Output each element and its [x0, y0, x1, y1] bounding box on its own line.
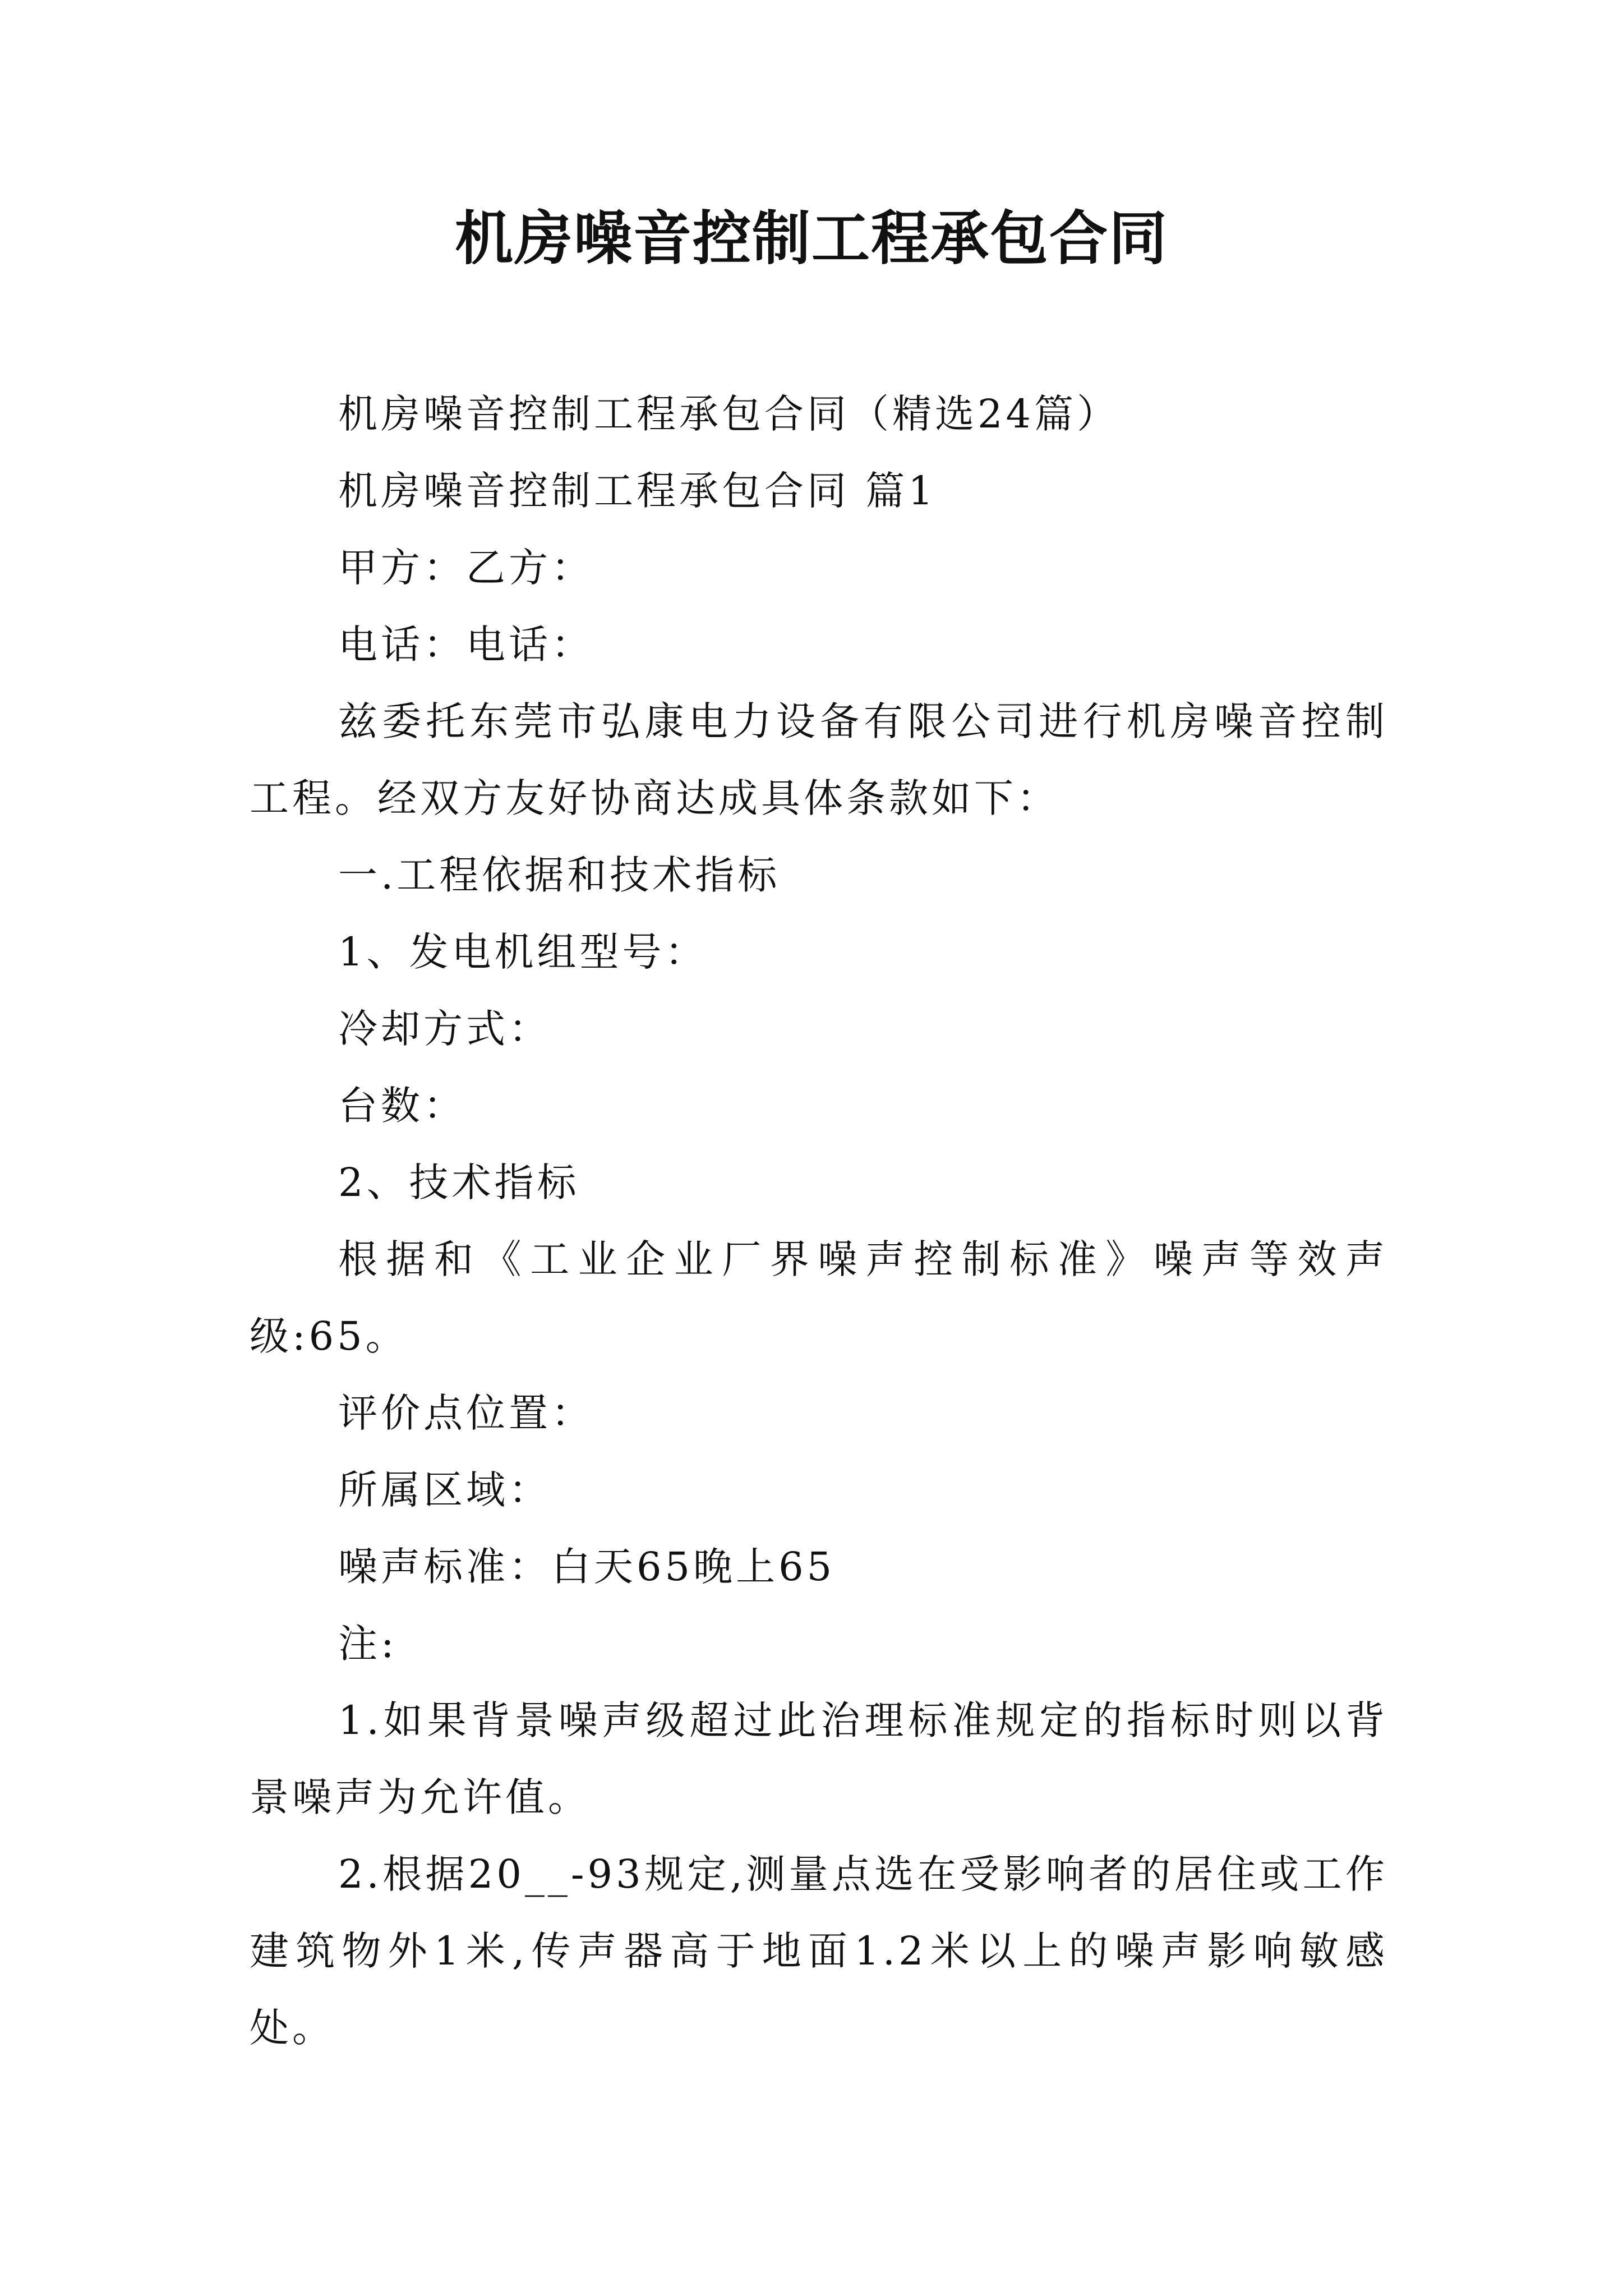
document-body — [250, 376, 1388, 2067]
paragraph-item: 冷却方式： — [338, 1006, 551, 1052]
paragraph-intro: 兹委托东莞市弘康电力设备有限公司进行机房噪音控制工程。经双方友好协商达成具体条款如下： — [250, 698, 1388, 821]
paragraph-item: 1、发电机组型号： — [338, 929, 708, 975]
paragraph-note: 2.根据20__-93规定,测量点选在受影响者的居住或工作建筑物外1米,传声器高于地面1.2米以上的噪声影响敏感处。 — [250, 1851, 1388, 2051]
paragraph-subtitle: 机房噪音控制工程承包合同（精选24篇） — [338, 391, 1120, 437]
paragraph-note: 1.如果背景噪声级超过此治理标准规定的指标时则以背景噪声为允许值。 — [250, 1697, 1388, 1820]
paragraph-standard: 根据和《工业企业厂界噪声控制标准》噪声等效声级:65。 — [250, 1236, 1388, 1359]
paragraph-part-heading: 机房噪音控制工程承包合同 篇1 — [338, 468, 937, 514]
paragraph-item: 评价点位置： — [338, 1390, 594, 1436]
paragraph-note-label: 注: — [338, 1621, 398, 1667]
paragraph-item: 所属区域： — [338, 1467, 551, 1513]
paragraph-parties: 甲方：乙方： — [338, 545, 594, 591]
paragraph-item: 台数： — [338, 1083, 466, 1129]
paragraph-phones: 电话：电话： — [338, 622, 594, 668]
paragraph-item: 噪声标准：白天65晚上65 — [338, 1544, 836, 1590]
document-title: 机房噪音控制工程承包合同 — [454, 204, 1168, 273]
section-heading: 一.工程依据和技术指标 — [338, 852, 781, 898]
paragraph-item: 2、技术指标 — [338, 1159, 580, 1205]
